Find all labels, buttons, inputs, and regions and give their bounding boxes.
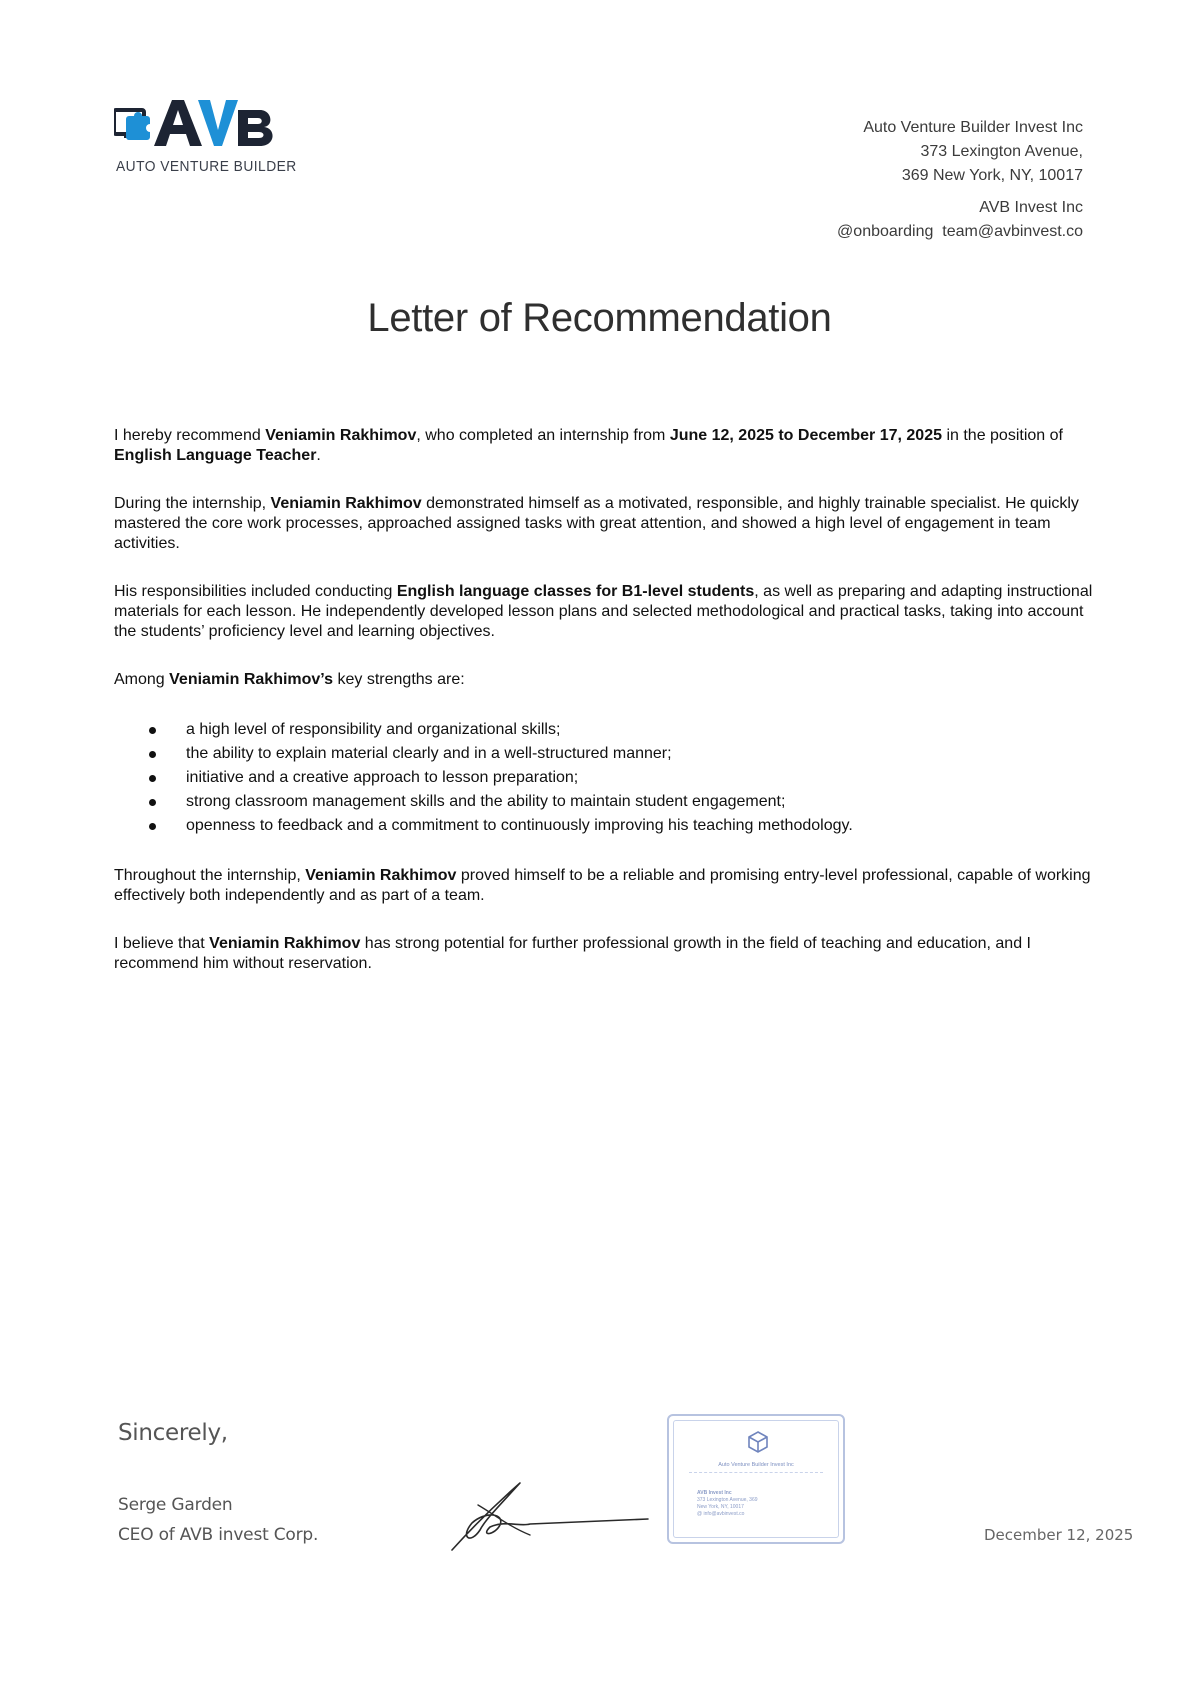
letter-title: Letter of Recommendation [367,296,832,340]
paragraph-internship-performance [114,494,1094,554]
bullet-icon [149,775,156,782]
company-address-line1: 373 Lexington Avenue, [920,143,1083,160]
list-item: the ability to explain material clearly and in a well-structured manner; [186,742,1094,766]
emphasized-text: English Language Teacher [114,447,317,464]
emphasized-text: Veniamin Rakhimov’s [169,671,334,688]
emphasized-text: June 12, 2025 to December 17, 2025 [669,427,942,444]
paragraph-introduction [114,426,1094,466]
paragraph-conclusion [114,866,1094,906]
text-run: I hereby recommend [114,427,266,444]
text-run: During the internship, [114,495,271,512]
emphasized-text: Veniamin Rakhimov [265,427,417,444]
bullet-icon [149,727,156,734]
company-contact: @onboarding team@avbinvest.co [837,223,1083,240]
list-item: openness to feedback and a commitment to continuously improving his teaching methodology. [186,814,1094,838]
list-item: strong classroom management skills and the ability to maintain student engagement; [186,790,1094,814]
company-address-block [837,116,1083,244]
company-short-name: AVB Invest Inc [979,199,1083,216]
text-run: has strong potential for further professional growth in the field of teaching and education, and I recommend him without reservation. [114,935,1031,972]
company-address-line2: 369 New York, NY, 10017 [901,167,1083,184]
paragraph-final-recommendation [114,934,1094,974]
paragraph-strengths-intro [114,670,1094,690]
signer-role: CEO of AVB invest Corp. [118,1525,319,1545]
stamp-info: AVB Invest Inc 373 Lexington Avenue, 369 New York, NY, 10017 @ info@avbinvest.co [697,1490,758,1517]
text-run: . [316,447,321,464]
list-item: initiative and a creative approach to lesson preparation; [186,766,1094,790]
text-run: His responsibilities included conducting [114,583,397,600]
text-run: demonstrated himself as a motivated, responsible, and highly trainable specialist. He quickly mastered the core work processes, approached assigned tasks with great attention, and showed a high level of engagement in team activities. [114,495,1079,552]
closing-salutation: Sincerely, [118,1420,228,1446]
stamp-title: Auto Venture Builder Invest Inc [718,1462,794,1468]
text-run: Among [114,671,170,688]
list-item: a high level of responsibility and organizational skills; [186,718,1094,742]
company-logo [114,96,297,180]
bullet-icon [149,799,156,806]
emphasized-text: English language classes for B1-level students [396,583,755,600]
text-run: Throughout the internship, [114,867,306,884]
emphasized-text: Veniamin Rakhimov [270,495,422,512]
signer-block [118,1490,318,1550]
paragraph-responsibilities [114,582,1094,642]
company-name: Auto Venture Builder Invest Inc [863,119,1083,136]
strengths-list [114,718,1094,838]
company-stamp [667,1414,845,1544]
text-run: I believe that [114,935,210,952]
bullet-icon [149,823,156,830]
text-run: , who completed an internship from [416,427,670,444]
signer-name: Serge Garden [118,1495,233,1515]
text-run: in the position of [942,427,1063,444]
text-run: , as well as preparing and adapting instructional materials for each lesson. He independently developed lesson plans and selected methodological and practical tasks, taking into account the students’ proficiency level and learning objectives. [114,583,1093,640]
text-run: proved himself to be a reliable and promising entry-level professional, capable of working effectively both independently and as part of a team. [114,867,1091,904]
bullet-icon [149,751,156,758]
text-run: key strengths are: [333,671,465,688]
logo-subtitle: AUTO VENTURE BUILDER [116,158,297,175]
handwritten-signature [450,1475,650,1555]
emphasized-text: Veniamin Rakhimov [305,867,457,884]
emphasized-text: Veniamin Rakhimov [209,935,361,952]
cube-icon [747,1430,769,1454]
letter-body [114,426,1094,1002]
letter-date: December 12, 2025 [984,1526,1134,1544]
avb-logo-mark [114,96,284,158]
